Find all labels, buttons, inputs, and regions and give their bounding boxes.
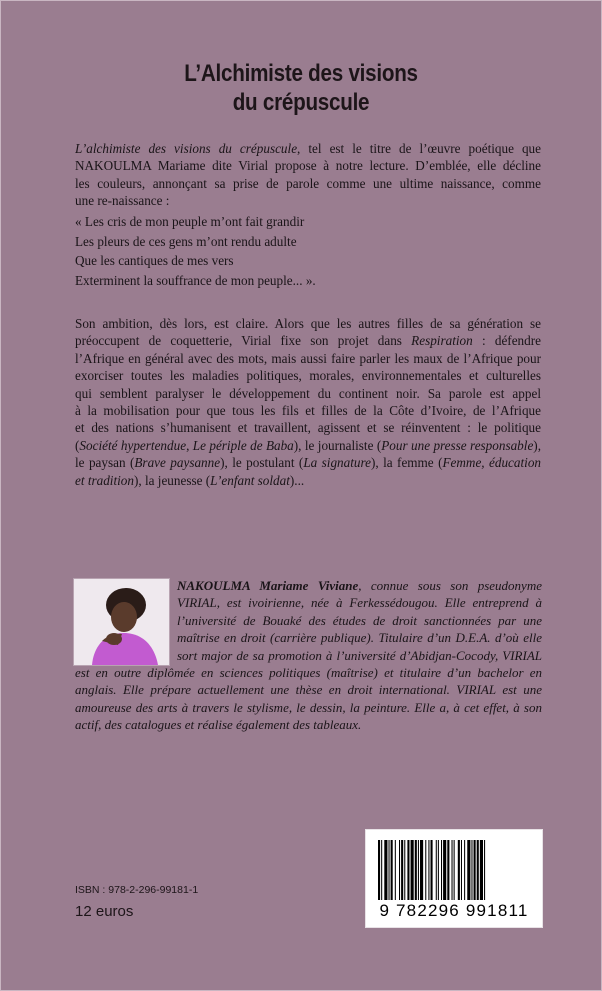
ambition-line: l’Afrique en général avec des mots, mais aussi faire parler les maux de l’Afrique pour xyxy=(75,350,541,366)
author-bio xyxy=(75,577,542,734)
barcode-bar xyxy=(391,840,393,900)
barcode-bar xyxy=(399,840,400,900)
barcode-bar xyxy=(461,840,462,900)
intro-line: L’alchimiste des visions du crépuscule, tel est le titre de l’œuvre poétique que xyxy=(75,141,541,156)
barcode-bar xyxy=(395,840,396,900)
barcode-bar xyxy=(474,840,476,900)
price: 12 euros xyxy=(75,903,134,920)
barcode-bar xyxy=(484,840,485,900)
barcode-bar xyxy=(404,840,405,900)
barcode-bar xyxy=(420,840,423,900)
quote-line: Exterminent la souffrance de mon peuple... ». xyxy=(75,272,316,288)
barcode-bar xyxy=(431,840,433,900)
barcode-number: 9 782296 991811 xyxy=(379,901,529,920)
barcode-bar xyxy=(428,840,429,900)
author-name: NAKOULMA Mariame Viviane xyxy=(177,578,359,593)
barcode-bar xyxy=(407,840,409,900)
ambition-line: exorciser toutes les maladies politiques, morales, environnementales et culturelles xyxy=(75,368,541,384)
barcode-bar xyxy=(477,840,479,900)
barcode-bar xyxy=(436,840,437,900)
ambition-line: qui semblent paralyser le développement du continent noir. Sa parole est appel xyxy=(75,385,541,401)
author-bio-text: , connue sous son pseudonyme VIRIAL, est ivoirienne, née à Ferkessédougou. Elle entreprend à l’université de Bouaké des études de droit sanctionnées par une maîtrise en droit (carrière publique). Titulaire d’un D.E.A. d’où elle sort major de sa promotion à l’université d’Abidjan-Cocody, VIRIAL est en outre diplômée en sciences politiques (maîtrise) et titulaire d’un bachelor en anglais. Elle prépare actuellement une thèse en droit international. VIRIAL est une amoureuse des arts à travers le stylisme, le dessin, la peinture. Elle a, à cet effet, à son actif, des catalogues et réalise également des tableaux. xyxy=(75,578,542,733)
intro-italic-title: L’alchimiste des visions du crépuscule xyxy=(75,141,298,156)
barcode-bar xyxy=(452,840,453,900)
title-line-1: L’Alchimiste des visions xyxy=(184,60,418,87)
barcode-bar xyxy=(447,840,449,900)
barcode-bar xyxy=(381,840,382,900)
barcode-bar xyxy=(441,840,442,900)
intro-line: les couleurs, annonçant sa prise de parole comme une ultime naissance, comme xyxy=(75,175,541,191)
barcode-bar xyxy=(411,840,414,900)
ambition-line: (Société hypertendue, Le périple de Baba), le journaliste (Pour une presse responsable), xyxy=(75,437,541,453)
ambition-line: et tradition), la jeunesse (L’enfant soldat)... xyxy=(75,472,305,488)
ambition-line: et des nations s’humanisent et travaillent, agissent et se réinventent : le politique xyxy=(75,420,541,436)
intro-line: NAKOULMA Mariame dite Virial propose à notre lecture. D’emblée, elle décline xyxy=(75,158,541,174)
ambition-line: à la mobilisation pour que tous les fils et filles de la Côte d’Ivoire, de l’Afrique xyxy=(75,403,541,419)
barcode-bar xyxy=(471,840,472,900)
barcode-bar xyxy=(401,840,403,900)
barcode-bar xyxy=(480,840,483,900)
isbn: ISBN : 978-2-296-99181-1 xyxy=(75,884,199,896)
barcode-bar xyxy=(438,840,439,900)
barcode-bar xyxy=(464,840,465,900)
quote-line: Les pleurs de ces gens m’ont rendu adulte xyxy=(75,233,297,249)
poem-quote xyxy=(75,212,541,290)
quote-line: Que les cantiques de mes vers xyxy=(75,253,234,268)
quote-line: « Les cris de mon peuple m’ont fait grandir xyxy=(75,214,305,229)
ambition-line: préoccupent de coquetterie, Virial fixe son projet dans Respiration : défendre xyxy=(75,333,541,349)
barcode-bar xyxy=(425,840,426,900)
barcode-bar xyxy=(458,840,460,900)
ambition-paragraph xyxy=(75,315,541,489)
barcode-bar xyxy=(389,840,390,900)
ambition-line: Son ambition, dès lors, est claire. Alors que les autres filles de sa génération se xyxy=(75,316,541,331)
intro-paragraph xyxy=(75,140,541,210)
barcode-bars-icon xyxy=(376,840,532,904)
barcode-bar xyxy=(467,840,470,900)
barcode-bar xyxy=(415,840,417,900)
barcode-bar xyxy=(418,840,419,900)
intro-line: une re-naissance : xyxy=(75,193,170,209)
barcode-bar xyxy=(454,840,455,900)
barcode xyxy=(365,829,543,928)
ambition-line: le paysan (Brave paysanne), le postulant (La signature), la femme (Femme, éducation xyxy=(75,455,541,471)
barcode-bar xyxy=(378,840,380,900)
title-line-2: du crépuscule xyxy=(232,89,370,116)
barcode-bar xyxy=(443,840,446,900)
barcode-bar xyxy=(384,840,387,900)
